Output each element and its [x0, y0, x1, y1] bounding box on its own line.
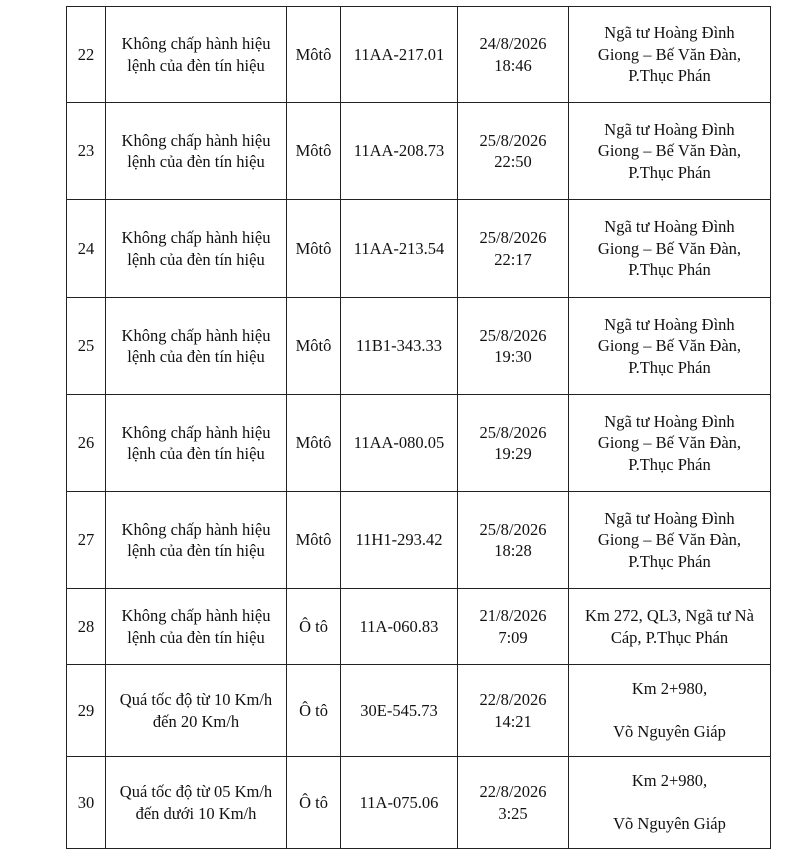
vehicle-type-cell: Môtô	[287, 395, 341, 492]
vehicle-type-cell: Ô tô	[287, 757, 341, 849]
plate-cell: 11A-075.06	[341, 757, 458, 849]
location-cell: Ngã tư Hoàng Đình Giong – Bế Văn Đàn, P.Thục Phán	[569, 395, 771, 492]
stt-cell: 27	[67, 492, 106, 589]
stt-cell: 29	[67, 665, 106, 757]
time-cell: 25/8/2026 18:28	[458, 492, 569, 589]
vehicle-type-cell: Môtô	[287, 103, 341, 200]
violation-cell: Không chấp hành hiệu lệnh của đèn tín hiệu	[106, 7, 287, 103]
plate-cell: 11AA-217.01	[341, 7, 458, 103]
plate-cell: 11A-060.83	[341, 589, 458, 665]
vehicle-type-cell: Môtô	[287, 7, 341, 103]
stt-cell: 22	[67, 7, 106, 103]
location-cell: Ngã tư Hoàng Đình Giong – Bế Văn Đàn, P.Thục Phán	[569, 298, 771, 395]
table-row	[67, 298, 771, 395]
table-row	[67, 395, 771, 492]
stt-cell: 24	[67, 200, 106, 298]
time-cell: 25/8/2026 22:50	[458, 103, 569, 200]
plate-cell: 11B1-343.33	[341, 298, 458, 395]
time-cell: 25/8/2026 19:29	[458, 395, 569, 492]
violation-cell: Quá tốc độ từ 10 Km/h đến 20 Km/h	[106, 665, 287, 757]
table-row	[67, 103, 771, 200]
location-cell: Km 2+980, Võ Nguyên Giáp	[569, 757, 771, 849]
table-row	[67, 665, 771, 757]
time-cell: 22/8/2026 14:21	[458, 665, 569, 757]
stt-cell: 28	[67, 589, 106, 665]
violation-cell: Không chấp hành hiệu lệnh của đèn tín hiệu	[106, 395, 287, 492]
time-cell: 24/8/2026 18:46	[458, 7, 569, 103]
vehicle-type-cell: Ô tô	[287, 665, 341, 757]
vehicle-type-cell: Môtô	[287, 492, 341, 589]
table-row	[67, 492, 771, 589]
table-row	[67, 200, 771, 298]
location-cell: Ngã tư Hoàng Đình Giong – Bế Văn Đàn, P.Thục Phán	[569, 103, 771, 200]
table-row	[67, 757, 771, 849]
table-row	[67, 7, 771, 103]
stt-cell: 26	[67, 395, 106, 492]
time-cell: 22/8/2026 3:25	[458, 757, 569, 849]
table-row	[67, 589, 771, 665]
violation-cell: Không chấp hành hiệu lệnh của đèn tín hiệu	[106, 103, 287, 200]
stt-cell: 30	[67, 757, 106, 849]
violation-cell: Không chấp hành hiệu lệnh của đèn tín hiệu	[106, 589, 287, 665]
location-cell: Ngã tư Hoàng Đình Giong – Bế Văn Đàn, P.Thục Phán	[569, 492, 771, 589]
plate-cell: 11H1-293.42	[341, 492, 458, 589]
violation-cell: Không chấp hành hiệu lệnh của đèn tín hiệu	[106, 298, 287, 395]
vehicle-type-cell: Môtô	[287, 298, 341, 395]
violation-cell: Không chấp hành hiệu lệnh của đèn tín hiệu	[106, 492, 287, 589]
violation-cell: Không chấp hành hiệu lệnh của đèn tín hiệu	[106, 200, 287, 298]
plate-cell: 11AA-080.05	[341, 395, 458, 492]
vehicle-type-cell: Ô tô	[287, 589, 341, 665]
location-cell: Ngã tư Hoàng Đình Giong – Bế Văn Đàn, P.Thục Phán	[569, 7, 771, 103]
violation-cell: Quá tốc độ từ 05 Km/h đến dưới 10 Km/h	[106, 757, 287, 849]
location-cell: Km 272, QL3, Ngã tư Nà Cáp, P.Thục Phán	[569, 589, 771, 665]
stt-cell: 23	[67, 103, 106, 200]
time-cell: 21/8/2026 7:09	[458, 589, 569, 665]
time-cell: 25/8/2026 19:30	[458, 298, 569, 395]
time-cell: 25/8/2026 22:17	[458, 200, 569, 298]
vehicle-type-cell: Môtô	[287, 200, 341, 298]
location-cell: Ngã tư Hoàng Đình Giong – Bế Văn Đàn, P.Thục Phán	[569, 200, 771, 298]
violations-table	[66, 6, 771, 849]
location-cell: Km 2+980, Võ Nguyên Giáp	[569, 665, 771, 757]
plate-cell: 11AA-208.73	[341, 103, 458, 200]
plate-cell: 11AA-213.54	[341, 200, 458, 298]
stt-cell: 25	[67, 298, 106, 395]
plate-cell: 30E-545.73	[341, 665, 458, 757]
